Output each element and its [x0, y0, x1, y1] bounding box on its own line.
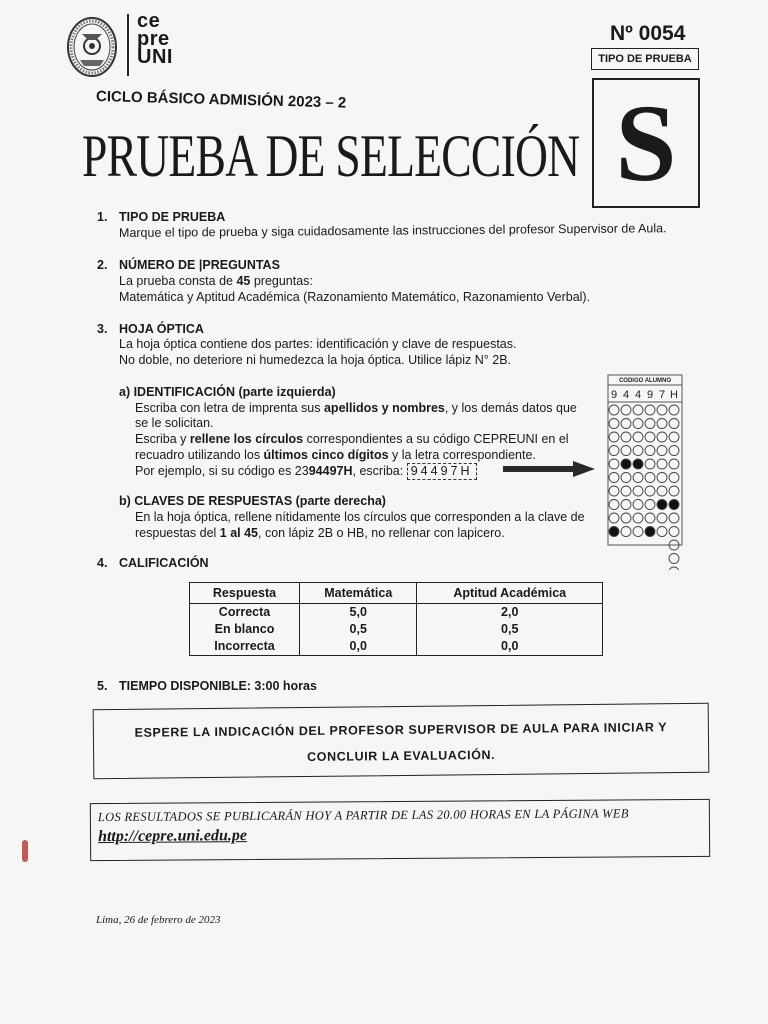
table-cell: 5,0 [300, 604, 417, 622]
text-part: , con lápiz 2B o HB, no rellenar con lapicero. [258, 526, 505, 540]
subsection-title: a) IDENTIFICACIÓN (parte izquierda) [119, 385, 336, 399]
sheet-bubble [657, 459, 667, 469]
sheet-bubble [633, 486, 643, 496]
table-cell: En blanco [190, 621, 300, 638]
text-part: , escriba: [352, 464, 404, 478]
sheet-bubble [657, 473, 667, 483]
section-number: 3. [97, 322, 108, 336]
section-text: La hoja óptica contiene dos partes: identificación y clave de respuestas. [119, 337, 517, 351]
sheet-bubble [645, 486, 655, 496]
sheet-bubble [621, 432, 631, 442]
text-part: apellidos y nombres [323, 401, 445, 415]
section-number: 5. [97, 679, 108, 693]
section-text [135, 401, 577, 415]
test-type-box [592, 78, 700, 208]
logo-line: UNI [137, 46, 173, 68]
sheet-bubble [633, 446, 643, 456]
logo-line: ce [137, 10, 161, 32]
sheet-code-char: 7 [658, 389, 666, 401]
sheet-bubble [621, 459, 631, 469]
section-number: 1. [97, 210, 108, 224]
sheet-bubble [657, 405, 667, 415]
sheet-bubble [669, 554, 679, 564]
text-part: últimos cinco dígitos [263, 448, 389, 462]
section-text [135, 448, 536, 462]
table-cell: 0,5 [501, 622, 519, 636]
text-part: , y los demás datos que [444, 401, 577, 415]
test-type-letter: S [615, 82, 677, 204]
sheet-bubble [633, 500, 643, 510]
sheet-bubble [669, 513, 679, 523]
sheet-bubble [609, 419, 619, 429]
section-text: No doble, no deteriore ni humedezca la hoja óptica. Utilice lápiz N° 2B. [119, 353, 512, 367]
sheet-code-char: 4 [622, 389, 630, 401]
sheet-bubble [609, 500, 619, 510]
section-title: CALIFICACIÓN [119, 556, 209, 570]
cepre-uni-logo [137, 12, 173, 66]
text-part: La prueba consta de [119, 274, 237, 288]
text-part: 1 al 45 [219, 526, 259, 540]
sheet-code-char: H [670, 389, 678, 401]
text-part: y la letra correspondiente. [388, 448, 536, 462]
sheet-bubble [657, 419, 667, 429]
sheet-bubble [657, 513, 667, 523]
section-text: Marque el tipo de prueba y siga cuidadosamente las instrucciones del profesor Supervisor de Aula. [118, 221, 667, 240]
sheet-bubble [609, 486, 619, 496]
table-row [190, 621, 603, 638]
text-part: recuadro utilizando los [135, 448, 264, 462]
sheet-bubble [621, 446, 631, 456]
text-part: Escriba y [135, 432, 190, 446]
sheet-bubble [633, 459, 643, 469]
text-part: rellene los círculos [189, 432, 304, 446]
sheet-bubble [633, 432, 643, 442]
sheet-bubble [621, 419, 631, 429]
section-text: Matemática y Aptitud Académica (Razonamiento Matemático, Razonamiento Verbal). [119, 290, 591, 304]
table-row [190, 604, 603, 622]
text-part: 45 [236, 274, 251, 288]
sheet-bubble [633, 527, 643, 537]
sheet-bubble [669, 419, 679, 429]
sheet-bubble [633, 419, 643, 429]
sheet-bubble [621, 500, 631, 510]
optical-sheet-illustration [607, 374, 699, 570]
text-part: Por ejemplo, si su código es 23 [135, 464, 309, 478]
sheet-bubble [609, 473, 619, 483]
sheet-bubble [645, 459, 655, 469]
section-text [135, 432, 569, 446]
sheet-code-char: 9 [610, 389, 618, 401]
section-text: En la hoja óptica, rellene nítidamente los círculos que corresponden a la clave de [135, 510, 585, 524]
test-type-label: TIPO DE PRUEBA [591, 48, 699, 70]
sheet-bubble [645, 527, 655, 537]
text-part: respuestas del [135, 526, 220, 540]
table-header-row [190, 583, 603, 604]
section-title: NÚMERO DE |PREGUNTAS [119, 258, 280, 272]
text-part: preguntas: [250, 274, 313, 288]
example-code-box: 94497H [407, 463, 477, 480]
section-text: se le solicitan. [135, 416, 214, 430]
sheet-bubble [645, 513, 655, 523]
sheet-bubble [609, 405, 619, 415]
sheet-bubble [633, 405, 643, 415]
table-header: Aptitud Académica [417, 583, 603, 604]
table-cell: 0,0 [300, 638, 417, 656]
notice-line: CONCLUIR LA EVALUACIÓN. [307, 748, 496, 764]
logo-line: pre [137, 28, 170, 50]
table-cell: 0,5 [300, 621, 417, 638]
notice-line: ESPERE LA INDICACIÓN DEL PROFESOR SUPERVISOR DE AULA PARA INICIAR Y [134, 720, 668, 740]
sheet-bubble [657, 527, 667, 537]
results-message: LOS RESULTADOS SE PUBLICARÁN HOY A PARTIR DE LAS 20.00 HORAS EN LA PÁGINA WEB [97, 806, 629, 825]
text-part: Escriba con letra de imprenta sus [135, 401, 324, 415]
table-row [190, 638, 603, 656]
sheet-bubble [645, 405, 655, 415]
subsection-title: b) CLAVES DE RESPUESTAS (parte derecha) [119, 494, 386, 508]
sheet-bubble [669, 446, 679, 456]
sheet-bubble [669, 567, 679, 570]
sheet-bubble [669, 405, 679, 415]
sheet-bubble [609, 446, 619, 456]
table-cell: 0,0 [501, 639, 519, 653]
scoring-table [189, 582, 603, 656]
sheet-bubble [669, 486, 679, 496]
section-title: TIPO DE PRUEBA [119, 210, 226, 224]
page-title: PRUEBA DE SELECCIÓN [82, 123, 580, 189]
sheet-bubble [609, 459, 619, 469]
supervisor-notice-box [93, 703, 710, 779]
sheet-bubble [633, 473, 643, 483]
sheet-bubble [609, 432, 619, 442]
text-part: 94497H [308, 464, 353, 478]
sheet-bubble [657, 486, 667, 496]
sheet-bubble [657, 446, 667, 456]
table-cell: 2,0 [501, 605, 519, 619]
sheet-bubble [669, 500, 679, 510]
sheet-bubble [669, 527, 679, 537]
sheet-bubble [621, 405, 631, 415]
table-cell: Correcta [190, 604, 300, 622]
arrow-right-icon [503, 460, 595, 478]
section-text [119, 274, 313, 288]
edge-mark [22, 840, 28, 862]
sheet-bubble [669, 473, 679, 483]
sheet-bubble [609, 513, 619, 523]
section-text [135, 463, 477, 480]
cycle-heading: CICLO BÁSICO ADMISIÓN 2023 – 2 [95, 88, 347, 112]
sheet-bubble [657, 500, 667, 510]
sheet-code-char: 4 [634, 389, 642, 401]
results-notice-box [90, 799, 710, 861]
place-date: Lima, 26 de febrero de 2023 [96, 914, 221, 926]
section-number: 2. [97, 258, 108, 272]
sheet-bubble [621, 527, 631, 537]
sheet-bubble [645, 446, 655, 456]
table-cell: Incorrecta [190, 638, 300, 656]
uni-seal-logo [66, 16, 118, 78]
sheet-bubble [633, 513, 643, 523]
sheet-code-char: 9 [646, 389, 654, 401]
logo-divider [127, 14, 129, 76]
sheet-bubble [645, 432, 655, 442]
sheet-bubble [621, 486, 631, 496]
sheet-bubble [657, 432, 667, 442]
serial-number: Nº 0054 [610, 22, 686, 45]
table-header: Respuesta [190, 583, 300, 604]
sheet-bubble [645, 473, 655, 483]
section-title: TIEMPO DISPONIBLE: 3:00 horas [119, 679, 317, 693]
section-number: 4. [97, 556, 108, 570]
section-title: HOJA ÓPTICA [119, 322, 204, 336]
sheet-bubble [669, 459, 679, 469]
text-part: correspondientes a su código CEPREUNI en el [303, 432, 569, 446]
table-header: Matemática [300, 583, 417, 604]
section-text [135, 526, 505, 540]
sheet-bubble [621, 473, 631, 483]
sheet-title: CODIGO ALUMNO [618, 378, 672, 384]
sheet-bubble [645, 419, 655, 429]
sheet-bubble [645, 500, 655, 510]
sheet-bubble [621, 513, 631, 523]
sheet-bubble [669, 432, 679, 442]
sheet-bubble [609, 527, 619, 537]
results-url-link[interactable]: http://cepre.uni.edu.pe [97, 827, 247, 846]
